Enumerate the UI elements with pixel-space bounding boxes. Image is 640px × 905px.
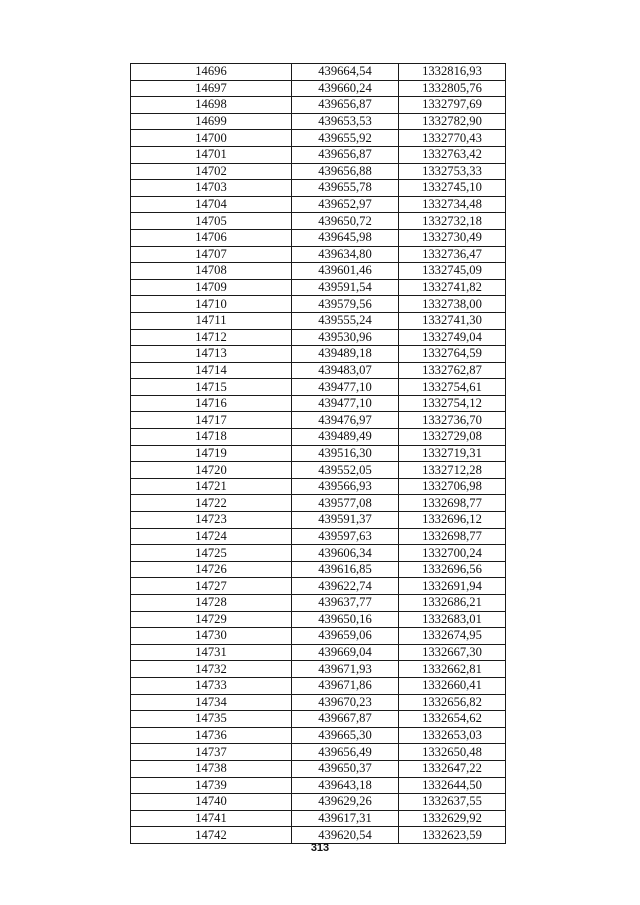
- table-row: [131, 80, 506, 97]
- point-number-cell: 14700: [131, 130, 292, 147]
- point-number-cell: 14715: [131, 379, 292, 396]
- point-number-cell: 14739: [131, 777, 292, 794]
- x-coordinate-cell: 439656,87: [292, 146, 399, 163]
- y-coordinate-cell: 1332736,47: [399, 246, 506, 263]
- y-coordinate-cell: 1332730,49: [399, 229, 506, 246]
- x-coordinate-cell: 439555,24: [292, 312, 399, 329]
- table-row: [131, 495, 506, 512]
- point-number-cell: 14703: [131, 180, 292, 197]
- x-coordinate-cell: 439579,56: [292, 296, 399, 313]
- table-row: [131, 180, 506, 197]
- point-number-cell: 14716: [131, 395, 292, 412]
- y-coordinate-cell: 1332762,87: [399, 362, 506, 379]
- x-coordinate-cell: 439660,24: [292, 80, 399, 97]
- point-number-cell: 14717: [131, 412, 292, 429]
- point-number-cell: 14697: [131, 80, 292, 97]
- point-number-cell: 14735: [131, 711, 292, 728]
- x-coordinate-cell: 439634,80: [292, 246, 399, 263]
- x-coordinate-cell: 439652,97: [292, 196, 399, 213]
- y-coordinate-cell: 1332629,92: [399, 810, 506, 827]
- point-number-cell: 14729: [131, 611, 292, 628]
- table-row: [131, 595, 506, 612]
- x-coordinate-cell: 439577,08: [292, 495, 399, 512]
- table-row: [131, 794, 506, 811]
- x-coordinate-cell: 439655,92: [292, 130, 399, 147]
- table-row: [131, 163, 506, 180]
- y-coordinate-cell: 1332698,77: [399, 528, 506, 545]
- table-row: [131, 528, 506, 545]
- point-number-cell: 14704: [131, 196, 292, 213]
- point-number-cell: 14705: [131, 213, 292, 230]
- table-row: [131, 512, 506, 529]
- table-row: [131, 246, 506, 263]
- x-coordinate-cell: 439591,37: [292, 512, 399, 529]
- table-row: [131, 113, 506, 130]
- y-coordinate-cell: 1332662,81: [399, 661, 506, 678]
- x-coordinate-cell: 439653,53: [292, 113, 399, 130]
- table-row: [131, 146, 506, 163]
- y-coordinate-cell: 1332754,12: [399, 395, 506, 412]
- y-coordinate-cell: 1332644,50: [399, 777, 506, 794]
- point-number-cell: 14725: [131, 545, 292, 562]
- x-coordinate-cell: 439665,30: [292, 727, 399, 744]
- x-coordinate-cell: 439643,18: [292, 777, 399, 794]
- coordinates-table-body: [131, 64, 506, 844]
- point-number-cell: 14709: [131, 279, 292, 296]
- table-row: [131, 445, 506, 462]
- x-coordinate-cell: 439489,49: [292, 429, 399, 446]
- point-number-cell: 14706: [131, 229, 292, 246]
- x-coordinate-cell: 439601,46: [292, 263, 399, 280]
- y-coordinate-cell: 1332712,28: [399, 462, 506, 479]
- point-number-cell: 14699: [131, 113, 292, 130]
- table-row: [131, 661, 506, 678]
- table-row: [131, 312, 506, 329]
- point-number-cell: 14696: [131, 64, 292, 81]
- point-number-cell: 14714: [131, 362, 292, 379]
- table-row: [131, 395, 506, 412]
- point-number-cell: 14736: [131, 727, 292, 744]
- point-number-cell: 14721: [131, 478, 292, 495]
- y-coordinate-cell: 1332700,24: [399, 545, 506, 562]
- table-row: [131, 412, 506, 429]
- y-coordinate-cell: 1332734,48: [399, 196, 506, 213]
- x-coordinate-cell: 439669,04: [292, 644, 399, 661]
- x-coordinate-cell: 439483,07: [292, 362, 399, 379]
- point-number-cell: 14698: [131, 97, 292, 114]
- x-coordinate-cell: 439591,54: [292, 279, 399, 296]
- table-row: [131, 478, 506, 495]
- x-coordinate-cell: 439606,34: [292, 545, 399, 562]
- table-row: [131, 677, 506, 694]
- y-coordinate-cell: 1332650,48: [399, 744, 506, 761]
- point-number-cell: 14712: [131, 329, 292, 346]
- y-coordinate-cell: 1332770,43: [399, 130, 506, 147]
- y-coordinate-cell: 1332647,22: [399, 760, 506, 777]
- point-number-cell: 14718: [131, 429, 292, 446]
- y-coordinate-cell: 1332698,77: [399, 495, 506, 512]
- y-coordinate-cell: 1332763,42: [399, 146, 506, 163]
- table-row: [131, 346, 506, 363]
- table-row: [131, 727, 506, 744]
- table-row: [131, 462, 506, 479]
- y-coordinate-cell: 1332686,21: [399, 595, 506, 612]
- x-coordinate-cell: 439667,87: [292, 711, 399, 728]
- table-row: [131, 711, 506, 728]
- x-coordinate-cell: 439489,18: [292, 346, 399, 363]
- y-coordinate-cell: 1332667,30: [399, 644, 506, 661]
- x-coordinate-cell: 439650,72: [292, 213, 399, 230]
- y-coordinate-cell: 1332696,56: [399, 561, 506, 578]
- y-coordinate-cell: 1332805,76: [399, 80, 506, 97]
- point-number-cell: 14732: [131, 661, 292, 678]
- x-coordinate-cell: 439477,10: [292, 395, 399, 412]
- point-number-cell: 14713: [131, 346, 292, 363]
- table-row: [131, 362, 506, 379]
- point-number-cell: 14726: [131, 561, 292, 578]
- point-number-cell: 14719: [131, 445, 292, 462]
- point-number-cell: 14730: [131, 628, 292, 645]
- x-coordinate-cell: 439516,30: [292, 445, 399, 462]
- x-coordinate-cell: 439650,37: [292, 760, 399, 777]
- table-row: [131, 279, 506, 296]
- y-coordinate-cell: 1332749,04: [399, 329, 506, 346]
- point-number-cell: 14741: [131, 810, 292, 827]
- x-coordinate-cell: 439650,16: [292, 611, 399, 628]
- x-coordinate-cell: 439645,98: [292, 229, 399, 246]
- point-number-cell: 14702: [131, 163, 292, 180]
- y-coordinate-cell: 1332797,69: [399, 97, 506, 114]
- y-coordinate-cell: 1332654,62: [399, 711, 506, 728]
- y-coordinate-cell: 1332696,12: [399, 512, 506, 529]
- point-number-cell: 14701: [131, 146, 292, 163]
- point-number-cell: 14720: [131, 462, 292, 479]
- x-coordinate-cell: 439659,06: [292, 628, 399, 645]
- table-row: [131, 644, 506, 661]
- x-coordinate-cell: 439552,05: [292, 462, 399, 479]
- x-coordinate-cell: 439622,74: [292, 578, 399, 595]
- page-number: 313: [310, 842, 330, 854]
- y-coordinate-cell: 1332719,31: [399, 445, 506, 462]
- y-coordinate-cell: 1332764,59: [399, 346, 506, 363]
- table-row: [131, 545, 506, 562]
- x-coordinate-cell: 439476,97: [292, 412, 399, 429]
- x-coordinate-cell: 439620,54: [292, 827, 399, 844]
- point-number-cell: 14724: [131, 528, 292, 545]
- x-coordinate-cell: 439597,63: [292, 528, 399, 545]
- x-coordinate-cell: 439566,93: [292, 478, 399, 495]
- y-coordinate-cell: 1332736,70: [399, 412, 506, 429]
- y-coordinate-cell: 1332754,61: [399, 379, 506, 396]
- point-number-cell: 14733: [131, 677, 292, 694]
- y-coordinate-cell: 1332623,59: [399, 827, 506, 844]
- point-number-cell: 14728: [131, 595, 292, 612]
- x-coordinate-cell: 439655,78: [292, 180, 399, 197]
- y-coordinate-cell: 1332741,30: [399, 312, 506, 329]
- x-coordinate-cell: 439656,88: [292, 163, 399, 180]
- table-row: [131, 827, 506, 844]
- table-row: [131, 810, 506, 827]
- y-coordinate-cell: 1332691,94: [399, 578, 506, 595]
- point-number-cell: 14731: [131, 644, 292, 661]
- y-coordinate-cell: 1332683,01: [399, 611, 506, 628]
- table-row: [131, 64, 506, 81]
- table-row: [131, 611, 506, 628]
- table-row: [131, 429, 506, 446]
- x-coordinate-cell: 439670,23: [292, 694, 399, 711]
- x-coordinate-cell: 439671,86: [292, 677, 399, 694]
- y-coordinate-cell: 1332753,33: [399, 163, 506, 180]
- y-coordinate-cell: 1332660,41: [399, 677, 506, 694]
- point-number-cell: 14734: [131, 694, 292, 711]
- table-row: [131, 97, 506, 114]
- table-row: [131, 694, 506, 711]
- point-number-cell: 14742: [131, 827, 292, 844]
- y-coordinate-cell: 1332653,03: [399, 727, 506, 744]
- y-coordinate-cell: 1332732,18: [399, 213, 506, 230]
- point-number-cell: 14711: [131, 312, 292, 329]
- x-coordinate-cell: 439656,49: [292, 744, 399, 761]
- coordinates-table: [130, 63, 506, 844]
- point-number-cell: 14740: [131, 794, 292, 811]
- table-row: [131, 744, 506, 761]
- y-coordinate-cell: 1332729,08: [399, 429, 506, 446]
- x-coordinate-cell: 439629,26: [292, 794, 399, 811]
- x-coordinate-cell: 439671,93: [292, 661, 399, 678]
- point-number-cell: 14738: [131, 760, 292, 777]
- table-row: [131, 760, 506, 777]
- y-coordinate-cell: 1332637,55: [399, 794, 506, 811]
- table-row: [131, 213, 506, 230]
- table-row: [131, 296, 506, 313]
- point-number-cell: 14727: [131, 578, 292, 595]
- point-number-cell: 14722: [131, 495, 292, 512]
- y-coordinate-cell: 1332816,93: [399, 64, 506, 81]
- x-coordinate-cell: 439477,10: [292, 379, 399, 396]
- y-coordinate-cell: 1332706,98: [399, 478, 506, 495]
- table-row: [131, 329, 506, 346]
- y-coordinate-cell: 1332738,00: [399, 296, 506, 313]
- x-coordinate-cell: 439617,31: [292, 810, 399, 827]
- point-number-cell: 14737: [131, 744, 292, 761]
- y-coordinate-cell: 1332745,10: [399, 180, 506, 197]
- x-coordinate-cell: 439637,77: [292, 595, 399, 612]
- table-row: [131, 263, 506, 280]
- table-row: [131, 628, 506, 645]
- x-coordinate-cell: 439530,96: [292, 329, 399, 346]
- y-coordinate-cell: 1332745,09: [399, 263, 506, 280]
- x-coordinate-cell: 439656,87: [292, 97, 399, 114]
- point-number-cell: 14710: [131, 296, 292, 313]
- table-row: [131, 379, 506, 396]
- table-row: [131, 130, 506, 147]
- table-row: [131, 561, 506, 578]
- table-row: [131, 196, 506, 213]
- y-coordinate-cell: 1332741,82: [399, 279, 506, 296]
- y-coordinate-cell: 1332656,82: [399, 694, 506, 711]
- table-row: [131, 578, 506, 595]
- y-coordinate-cell: 1332782,90: [399, 113, 506, 130]
- x-coordinate-cell: 439616,85: [292, 561, 399, 578]
- table-row: [131, 229, 506, 246]
- table-row: [131, 777, 506, 794]
- point-number-cell: 14707: [131, 246, 292, 263]
- x-coordinate-cell: 439664,54: [292, 64, 399, 81]
- point-number-cell: 14708: [131, 263, 292, 280]
- y-coordinate-cell: 1332674,95: [399, 628, 506, 645]
- point-number-cell: 14723: [131, 512, 292, 529]
